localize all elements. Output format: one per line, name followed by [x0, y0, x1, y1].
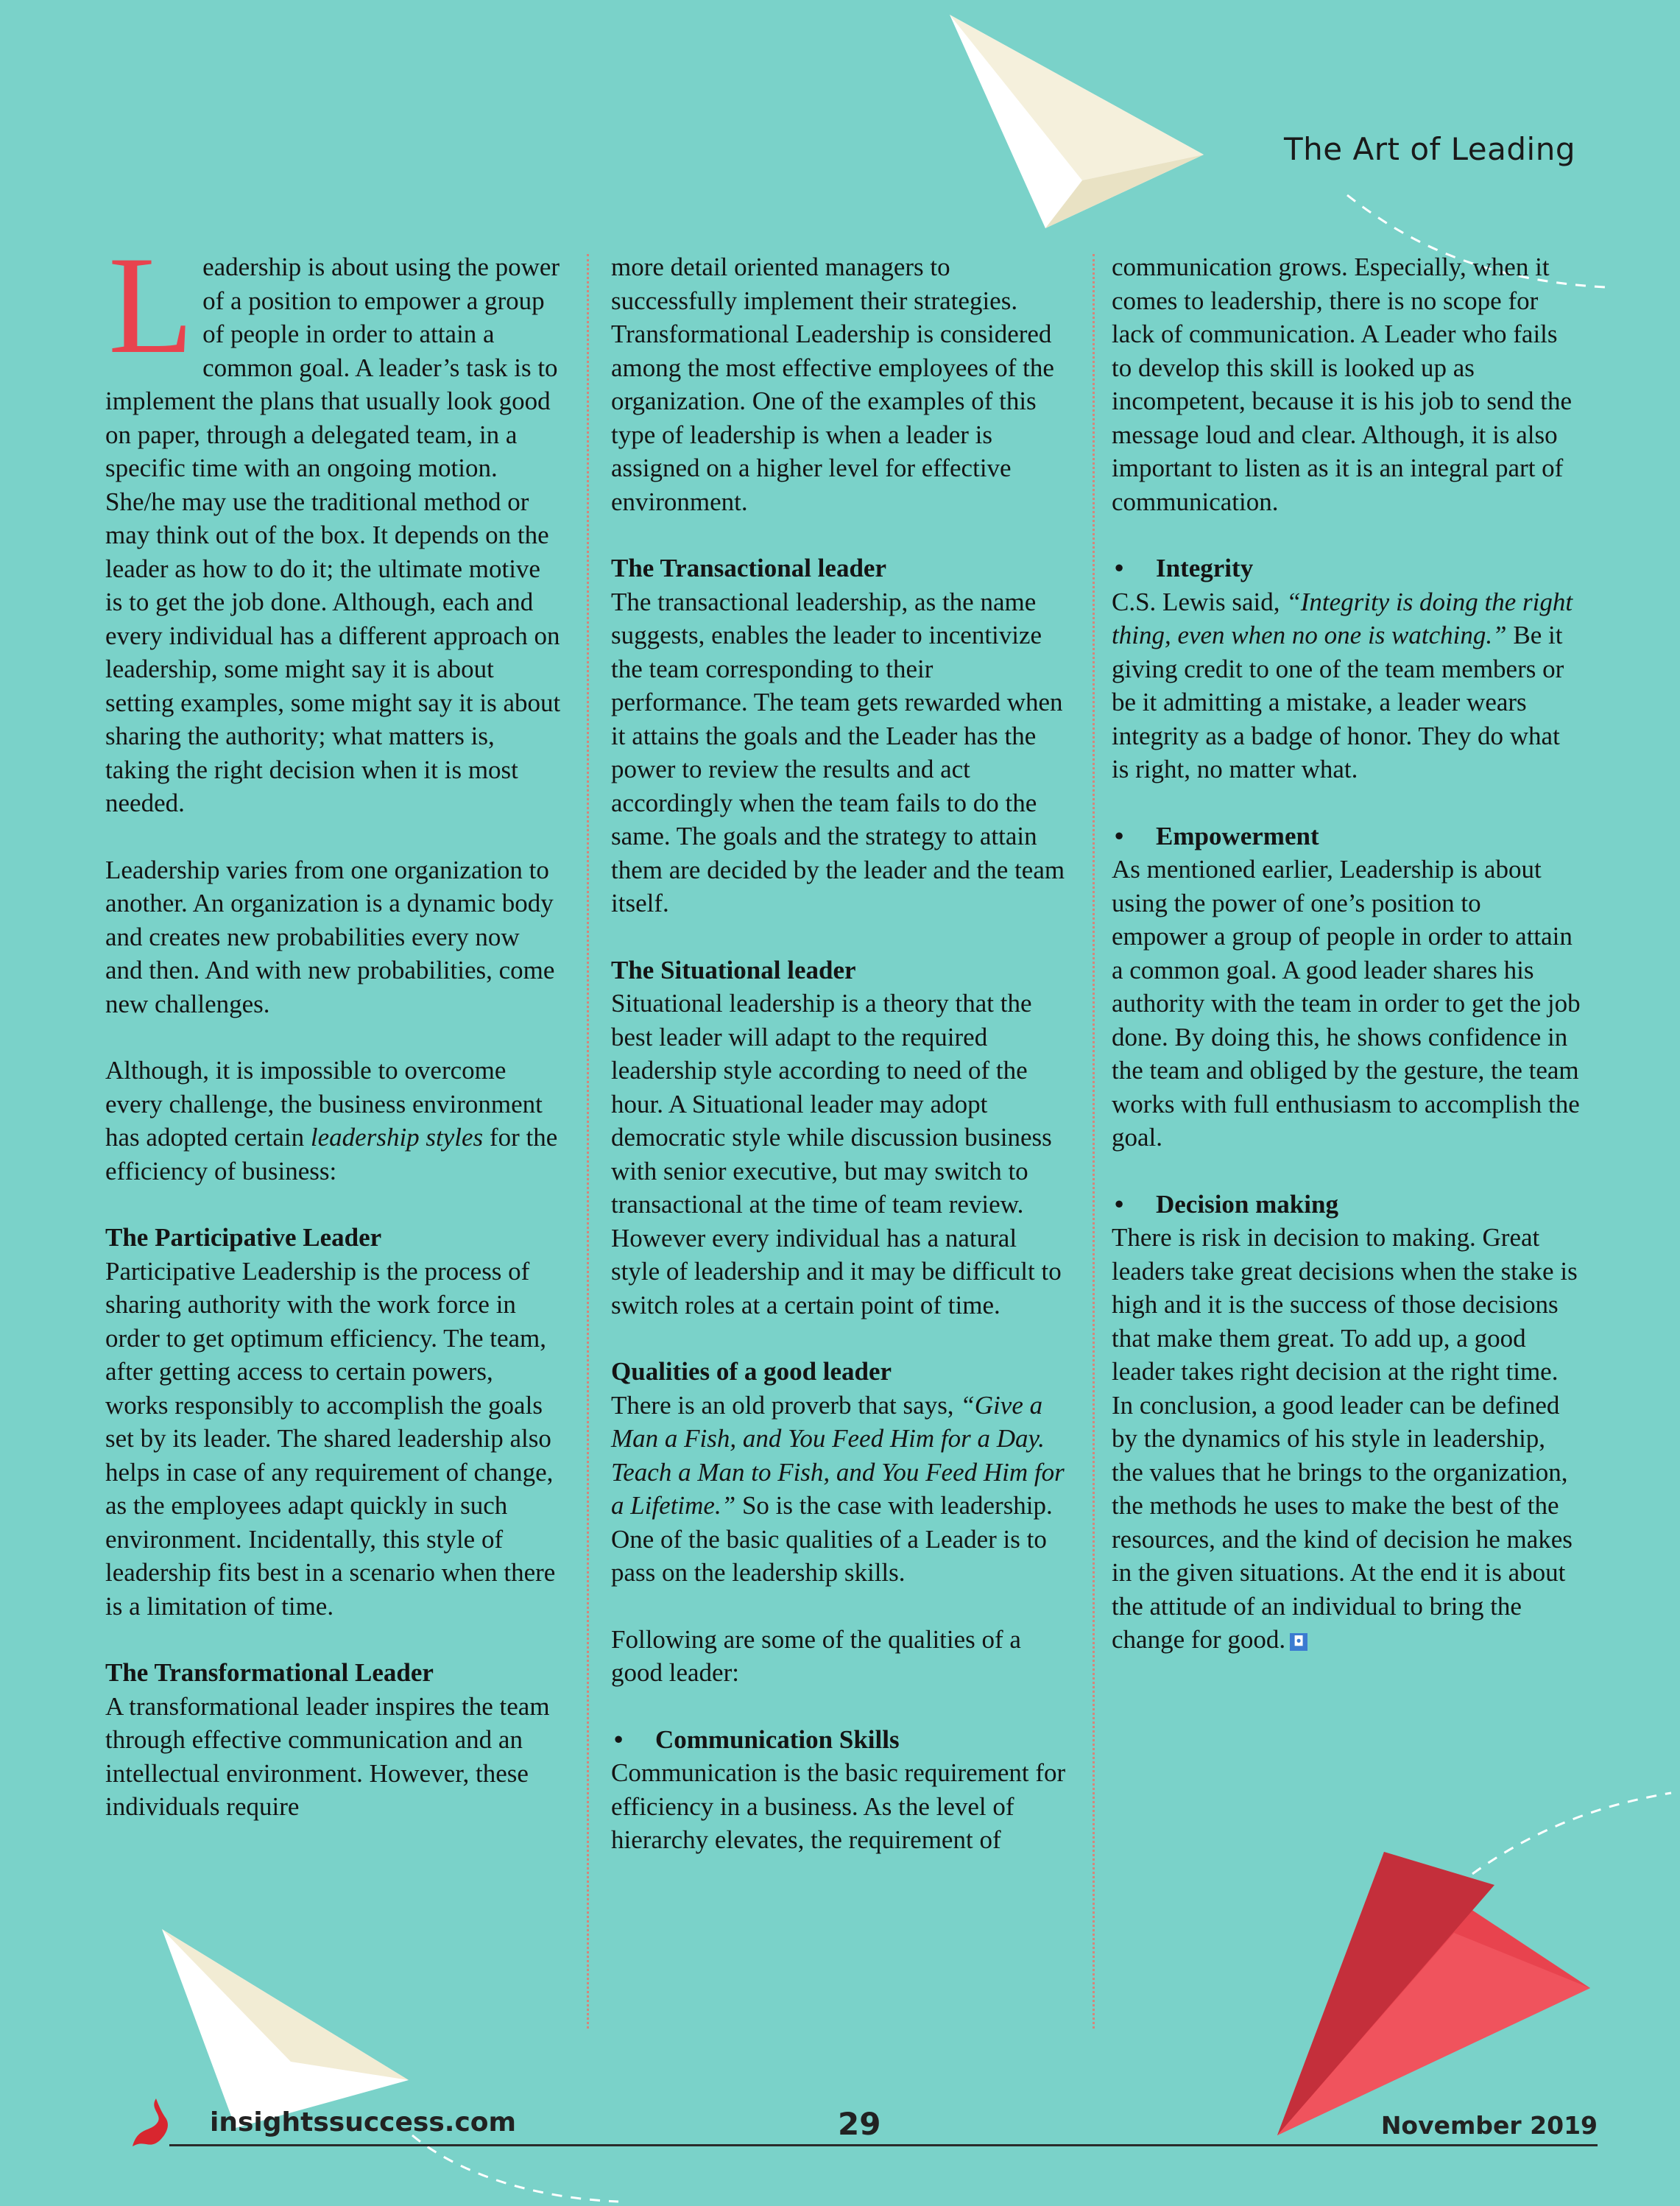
paragraph: Leadership varies from one organization to another. An organization is a dynamic body and creates new probabilities every now and then. And with new probabilities, come new challenges. [105, 855, 555, 1018]
heading-empowerment: • Empowerment [1112, 820, 1583, 853]
end-mark-icon: ◘ [1290, 1633, 1307, 1651]
paragraph: A transformational leader inspires the team through effective communication and an intellectual environment. However, these individuals require [105, 1691, 550, 1821]
article-column-2 [611, 250, 1067, 1857]
paragraph-text: C.S. Lewis said, [1112, 587, 1287, 616]
heading-decision-making: • Decision making [1112, 1188, 1583, 1222]
paper-plane-bottom-left-icon [162, 1929, 409, 2128]
flight-trail-right [1472, 1793, 1671, 1874]
heading-integrity: • Integrity [1112, 552, 1583, 585]
paragraph [105, 1054, 562, 1188]
heading-qualities: Qualities of a good leader [611, 1357, 892, 1386]
italic-term: leadership styles [310, 1123, 484, 1152]
lewis-quote: “Integrity is doing the right thing, even when no one is watching.” [1112, 587, 1573, 649]
paragraph: As mentioned earlier, Leadership is about using the power of one’s position to empower a group of people in order to attain a common goal. A good leader shares his authority with the team in order to get the job done. By doing this, he shows confidence in the team and obliged by the gesture, the team works with full enthusiasm to accomplish the goal. [1112, 855, 1581, 1152]
paragraph [611, 1389, 1067, 1590]
intro-paragraph [105, 228, 562, 820]
paragraph-text: There is an old proverb that says, [611, 1390, 961, 1420]
column-divider [1093, 254, 1095, 2029]
article-column-3 [1112, 250, 1583, 1657]
paper-plane-red-icon [1277, 1852, 1590, 2135]
proverb-quote: “Give a Man a Fish, and You Feed Him for a Day. Teach a Man to Fish, and You Feed Him for a Lifetime.” [611, 1390, 1065, 1520]
heading-communication-skills: • Communication Skills [611, 1723, 1067, 1757]
intro-text: eadership is about using the power of a position to empower a group of people in order to attain a common goal. A leader’s task is to implement the plans that usually look good on paper, through a delegated team, in a specific time with an ongoing motion. She/he may use the traditional method or may think out of the box. It depends on the leader as how to do it; the ultimate motive is to get the job done. Although, each and every individual has a different approach on leadership, some might say it is about setting examples, some might say it is about sharing the authority; what matters is, taking the right decision when it is most needed. [105, 253, 561, 817]
paragraph: communication grows. Especially, when it comes to leadership, there is no scope for lack of communication. A Leader who fails to develop this skill is looked up as incompetent, because it is his job to send the message loud and clear. Although, it is also important to listen as it is an integral part of communication. [1112, 253, 1573, 516]
article-column-1 [105, 228, 562, 1824]
paragraph: Following are some of the qualities of a good leader: [611, 1624, 1021, 1687]
heading-participative-leader: The Participative Leader [105, 1223, 382, 1252]
paragraph [1112, 585, 1583, 786]
heading-situational-leader: The Situational leader [611, 955, 856, 984]
issue-date: November 2019 [1380, 2111, 1598, 2140]
paragraph-text: Although, it is impossible to overcome every challenge, the business environment has adopted certain [105, 1056, 543, 1152]
paragraph: more detail oriented managers to successfully implement their strategies. Transformational Leadership is considered among the most effective employees of the organization. One of the examples of this type of leadership is when a leader is assigned on a higher level for effective environment. [611, 253, 1054, 516]
heading-transactional-leader: The Transactional leader [611, 554, 886, 582]
paragraph: Communication is the basic requirement for efficiency in a business. As the level of hierarchy elevates, the requirement of [611, 1758, 1066, 1854]
column-divider [587, 254, 589, 2029]
paragraph-text: Be it giving credit to one of the team members or be it admitting a mistake, a leader wears integrity as a badge of honor. They do what is right, no matter what. [1112, 621, 1564, 783]
paragraph-text: for the efficiency of business: [105, 1123, 558, 1185]
paragraph: The transactional leadership, as the name suggests, enables the leader to incentivize the team corresponding to their performance. The team gets rewarded when it attains the goals and the Leader has the power to review the results and act accordingly when the team fails to do the same. The goals and the strategy to attain them are decided by the leader and the team itself. [611, 587, 1065, 917]
drop-cap: L [108, 228, 194, 383]
heading-transformational-leader: The Transformational Leader [105, 1658, 434, 1687]
footer-rule [169, 2144, 1598, 2146]
paper-plane-top-icon [950, 15, 1204, 228]
paragraph: Participative Leadership is the process of sharing authority with the work force in order to get optimum efficiency. The team, after getting access to certain powers, works responsibly to accomplish the goals set by its leader. The shared leadership also helps in case of any requirement of change, as the employees adapt quickly in such environment. Incidentally, this style of leadership fits best in a scenario when there is a limitation of time. [105, 1256, 556, 1621]
paragraph-text: So is the case with leadership. One of the basic qualities of a Leader is to pass on the leadership skills. [611, 1491, 1053, 1587]
footer-website[interactable]: insightssuccess.com [210, 2107, 517, 2138]
section-header-title: The Art of Leading [1284, 131, 1575, 167]
paragraph [1112, 1221, 1583, 1657]
paragraph: Situational leadership is a theory that the best leader will adapt to the required leadership style according to need of the hour. A Situational leader may adopt democratic style while discussion business with senior executive, but may switch to transactional at the time of team review. However every individual has a natural style of leadership and it may be difficult to switch roles at a certain point of time. [611, 989, 1062, 1319]
paragraph-text: There is risk in decision to making. Great leaders take great decisions when the stake is high and it is the success of those decisions that make them great. To add up, a good leader takes right decision at the right time. In conclusion, a good leader can be defined by the dynamics of his style in leadership, the values that he brings to the organization, the methods he uses to make the best of the resources, and the kind of decision he makes in the given situations. At the end it is about the attitude of an individual to bring the change for good. [1112, 1223, 1578, 1654]
page-number: 29 [838, 2106, 881, 2142]
